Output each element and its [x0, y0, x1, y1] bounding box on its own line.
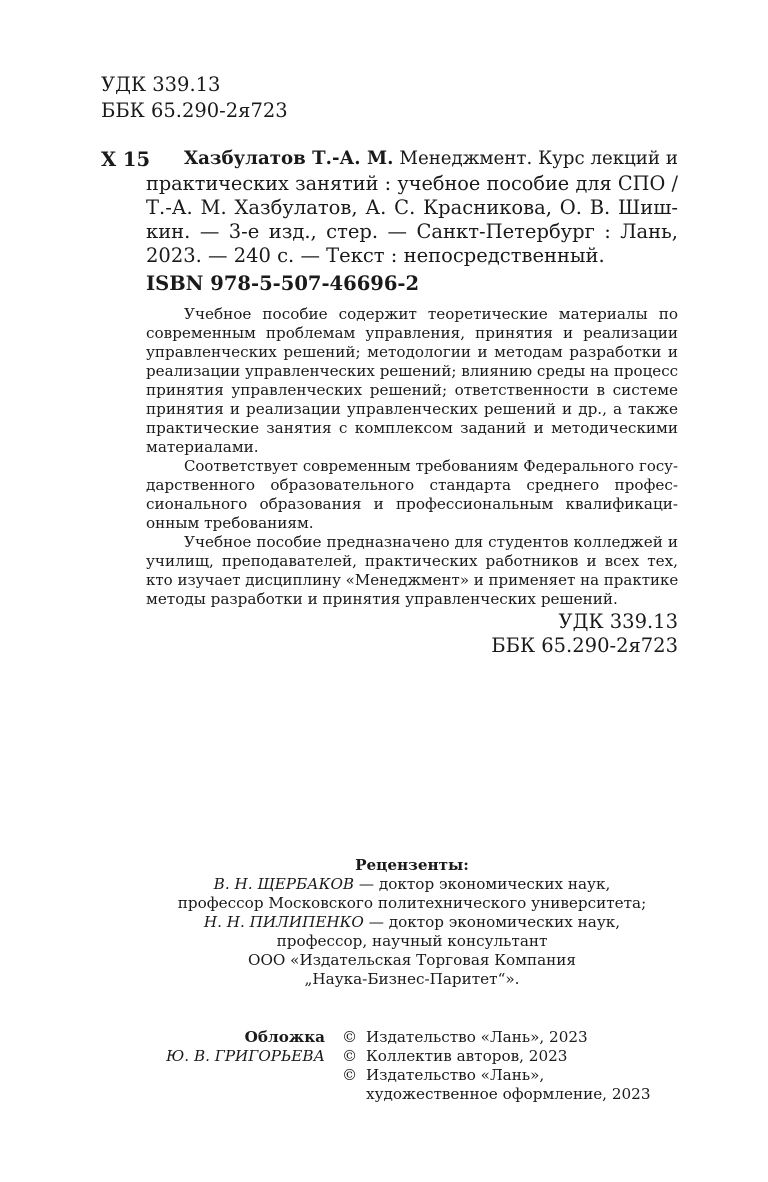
abstract-line: кто изучает дисциплину «Менеджмент» и применяет на практике: [146, 571, 679, 589]
bibliographic-line-5: 2023. — 240 с. — Текст : непосредственный.: [146, 244, 605, 267]
reviewer-line: ООО «Издательская Торговая Компания: [248, 951, 576, 969]
bibliographic-line-4: кин. — 3-е изд., стер. — Санкт-Петербург : Лань,: [146, 220, 678, 243]
reviewer-title: — доктор экономических наук,: [363, 913, 621, 931]
abstract-line: Учебное пособие предназначено для студентов колледжей и: [184, 533, 678, 551]
bbk-code-top: ББК 65.290-2я723: [101, 99, 288, 122]
copyright-symbol: ©: [342, 1028, 358, 1046]
abstract-line: реализации управленческих решений; влиянию среды на процесс: [146, 362, 679, 380]
reviewers-heading: Рецензенты:: [355, 856, 469, 874]
abstract-line: практические занятия с комплексом заданий и методическими: [146, 419, 678, 437]
bibliographic-line-2: практических занятий : учебное пособие для СПО /: [146, 172, 678, 195]
author-sign: Х 15: [101, 148, 151, 171]
reviewer-line: [146, 913, 678, 932]
abstract-line: принятия управленческих решений; ответственности в системе: [146, 381, 678, 399]
abstract-line: онным требованиям.: [146, 514, 314, 532]
reviewer-line: [146, 875, 678, 894]
cover-label: Обложка: [244, 1028, 325, 1046]
abstract-line: управленческих решений; методологии и методам разработки и: [146, 343, 678, 361]
abstract-line: дарственного образовательного стандарта среднего профес-: [146, 476, 678, 494]
copyright-line: Издательство «Лань», 2023: [366, 1028, 588, 1046]
abstract-line: Учебное пособие содержит теоретические материалы по: [184, 305, 678, 323]
reviewer-line: профессор Московского политехнического университета;: [177, 894, 647, 912]
abstract-line: принятия и реализации управленческих решений и др., а также: [146, 400, 678, 418]
author-name: Хазбулатов Т.-А. М.: [184, 148, 394, 169]
copyright-line: Коллектив авторов, 2023: [366, 1047, 568, 1065]
udk-code-top: УДК 339.13: [101, 73, 221, 96]
reviewer-title: — доктор экономических наук,: [354, 875, 611, 893]
bbk-code-bottom: ББК 65.290-2я723: [491, 634, 678, 657]
bibliographic-line-1: [184, 148, 678, 169]
copyright-symbol: ©: [342, 1047, 358, 1065]
reviewers-block: [146, 856, 678, 989]
reviewer-name: В. Н. ЩЕРБАКОВ: [213, 875, 355, 893]
abstract-line: Соответствует современным требованиям Федерального госу-: [184, 457, 678, 475]
abstract-line: материалами.: [146, 438, 259, 456]
copyright-symbol: ©: [342, 1066, 358, 1084]
reviewer-line: профессор, научный консультант: [276, 932, 548, 950]
bibliographic-line-3: Т.-А. М. Хазбулатов, А. С. Красникова, О. В. Шиш-: [146, 196, 678, 219]
abstract-line: методы разработки и принятия управленческих решений.: [146, 590, 618, 608]
copyright-line: художественное оформление, 2023: [366, 1085, 651, 1103]
abstract-line: современным проблемам управления, принятия и реализации: [146, 324, 678, 342]
copyright-line: Издательство «Лань»,: [366, 1066, 545, 1084]
book-title: Менеджмент. Курс лекций и: [393, 148, 678, 169]
reviewer-line: „Наука-Бизнес-Паритет“».: [304, 970, 520, 988]
reviewer-name: Н. Н. ПИЛИПЕНКО: [203, 913, 364, 931]
cover-artist: Ю. В. ГРИГОРЬЕВА: [166, 1047, 325, 1065]
isbn: ISBN 978-5-507-46696-2: [146, 272, 420, 295]
udk-code-bottom: УДК 339.13: [558, 610, 678, 633]
abstract-line: училищ, преподавателей, практических работников и всех тех,: [146, 552, 678, 570]
abstract-line: сионального образования и профессиональным квалификаци-: [146, 495, 678, 513]
